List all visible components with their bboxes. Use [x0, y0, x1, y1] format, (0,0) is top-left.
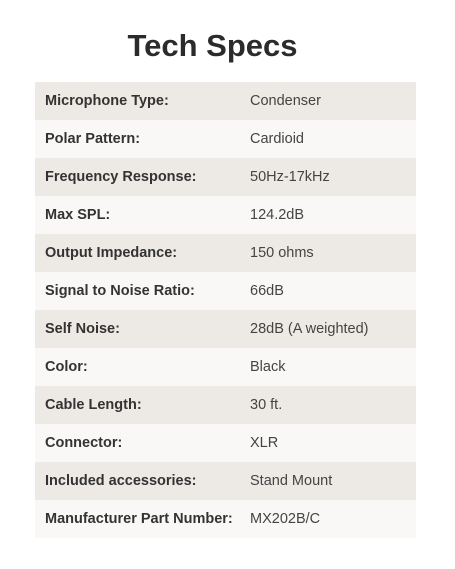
spec-label: Color: [45, 359, 88, 375]
table-row [35, 500, 416, 538]
spec-value: 30 ft. [250, 397, 283, 413]
spec-value: MX202B/C [250, 511, 321, 527]
spec-label: Self Noise: [45, 321, 120, 337]
spec-label: Included accessories: [45, 473, 197, 489]
spec-value: Condenser [250, 93, 321, 109]
spec-value: 28dB (A weighted) [250, 321, 369, 337]
table-row [35, 196, 416, 234]
table-row [35, 462, 416, 500]
spec-label: Cable Length: [45, 397, 142, 413]
spec-value: 150 ohms [250, 245, 314, 261]
spec-label: Output Impedance: [45, 245, 178, 261]
table-row [35, 348, 416, 386]
table-row [35, 234, 416, 272]
spec-value: Cardioid [250, 131, 304, 147]
spec-label: Max SPL: [45, 207, 111, 223]
spec-label: Microphone Type: [45, 93, 169, 109]
spec-value: Stand Mount [250, 473, 333, 489]
spec-label: Connector: [45, 435, 123, 451]
table-row [35, 82, 416, 120]
table-row [35, 310, 416, 348]
spec-value: 66dB [250, 283, 284, 299]
table-row [35, 120, 416, 158]
spec-label: Frequency Response: [45, 169, 197, 185]
spec-value: 124.2dB [250, 207, 305, 223]
spec-label: Polar Pattern: [45, 131, 141, 147]
spec-label: Manufacturer Part Number: [45, 511, 233, 527]
table-row [35, 158, 416, 196]
table-row [35, 272, 416, 310]
page-title: Tech Specs [127, 28, 298, 63]
tech-specs-table [35, 82, 416, 538]
spec-value: Black [250, 359, 286, 375]
table-row [35, 386, 416, 424]
spec-label: Signal to Noise Ratio: [45, 283, 195, 299]
spec-value: XLR [250, 435, 279, 451]
spec-value: 50Hz-17kHz [250, 169, 330, 185]
table-row [35, 424, 416, 462]
